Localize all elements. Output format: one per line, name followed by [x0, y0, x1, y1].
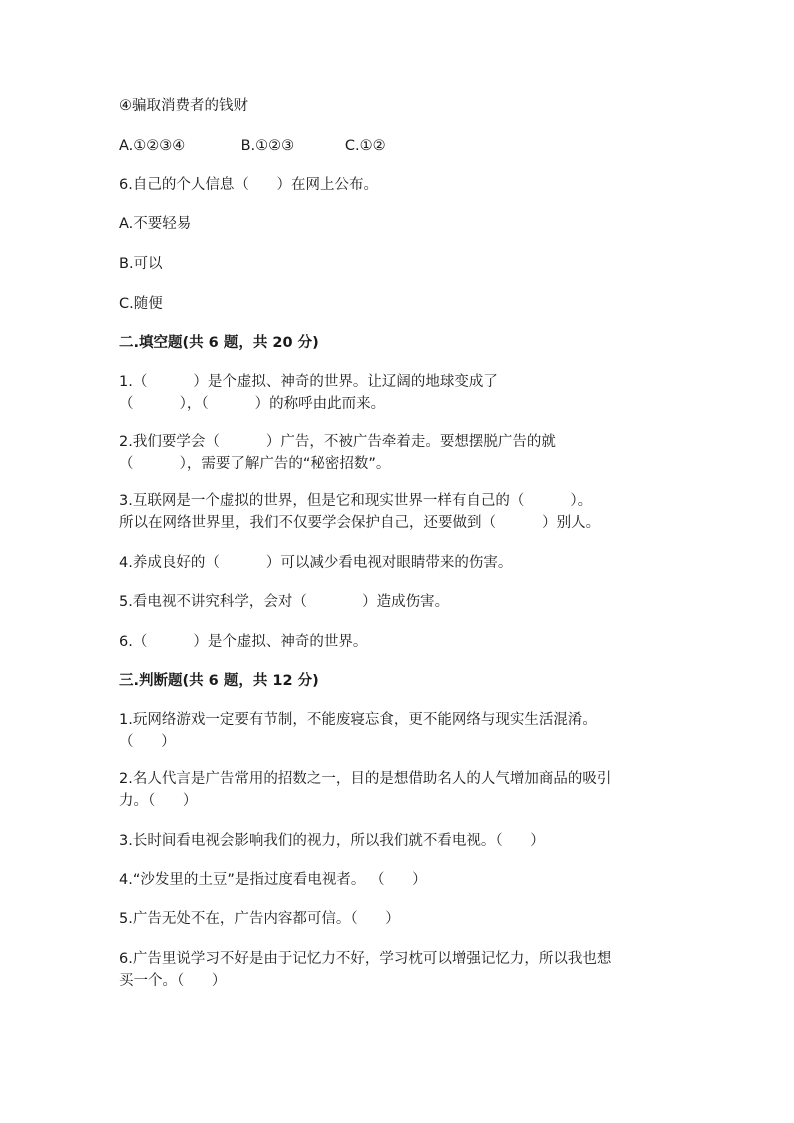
- fill-question-1-line-1: 1.（ ）是个虚拟、神奇的世界。让辽阔的地球变成了: [119, 374, 498, 390]
- fill-question-3-line-1: 3.互联网是一个虚拟的世界，但是它和现实世界一样有自己的（ ）。: [119, 493, 593, 509]
- fill-question-3-line-2: 所以在网络世界里，我们不仅要学会保护自己，还要做到（ ）别人。: [119, 515, 601, 531]
- fill-question-1-line-2: （ ），（ ）的称呼由此而来。: [119, 396, 386, 412]
- judge-question-1-line-2: （ ）: [119, 734, 176, 750]
- judge-question-2-line-1: 2.名人代言是广告常用的招数之一，目的是想借助名人的人气增加商品的吸引: [119, 771, 612, 787]
- q6-option-c: C.随便: [119, 296, 163, 312]
- judge-question-1-line-1: 1.玩网络游戏一定要有节制，不能废寝忘食，更不能网络与现实生活混淆。: [119, 712, 597, 728]
- fill-question-2-line-2: （ ），需要了解广告的“秘密招数”。: [119, 456, 391, 472]
- fill-question-5: 5.看电视不讲究科学，会对（ ）造成伤害。: [119, 594, 450, 610]
- judge-question-6-line-1: 6.广告里说学习不好是由于记忆力不好，学习枕可以增强记忆力，所以我也想: [119, 951, 612, 967]
- judge-question-5: 5.广告无处不在，广告内容都可信。（ ）: [119, 911, 400, 927]
- fill-question-2-line-1: 2.我们要学会（ ）广告，不被广告牵着走。要想摆脱广告的就: [119, 434, 556, 450]
- judge-question-6-line-2: 买一个。（ ）: [119, 973, 227, 989]
- section-3-heading: 三.判断题(共 6 题，共 12 分): [119, 673, 319, 689]
- q5-option-4: ④骗取消费者的钱财: [119, 98, 248, 114]
- fill-question-4: 4.养成良好的（ ）可以减少看电视对眼睛带来的伤害。: [119, 555, 513, 571]
- judge-question-3: 3.长时间看电视会影响我们的视力，所以我们就不看电视。（ ）: [119, 833, 545, 849]
- q6-option-b: B.可以: [119, 256, 163, 272]
- judge-question-2-line-2: 力。（ ）: [119, 793, 198, 809]
- q5-choices: A.①②③④ B.①②③ C.①②: [119, 138, 386, 154]
- q6-option-a: A.不要轻易: [119, 216, 192, 232]
- q6-stem: 6.自己的个人信息（ ）在网上公布。: [119, 177, 378, 193]
- section-2-heading: 二.填空题(共 6 题，共 20 分): [119, 335, 319, 351]
- judge-question-4: 4.“沙发里的土豆”是指过度看电视者。 （ ）: [119, 872, 427, 888]
- fill-question-6: 6.（ ）是个虚拟、神奇的世界。: [119, 634, 368, 650]
